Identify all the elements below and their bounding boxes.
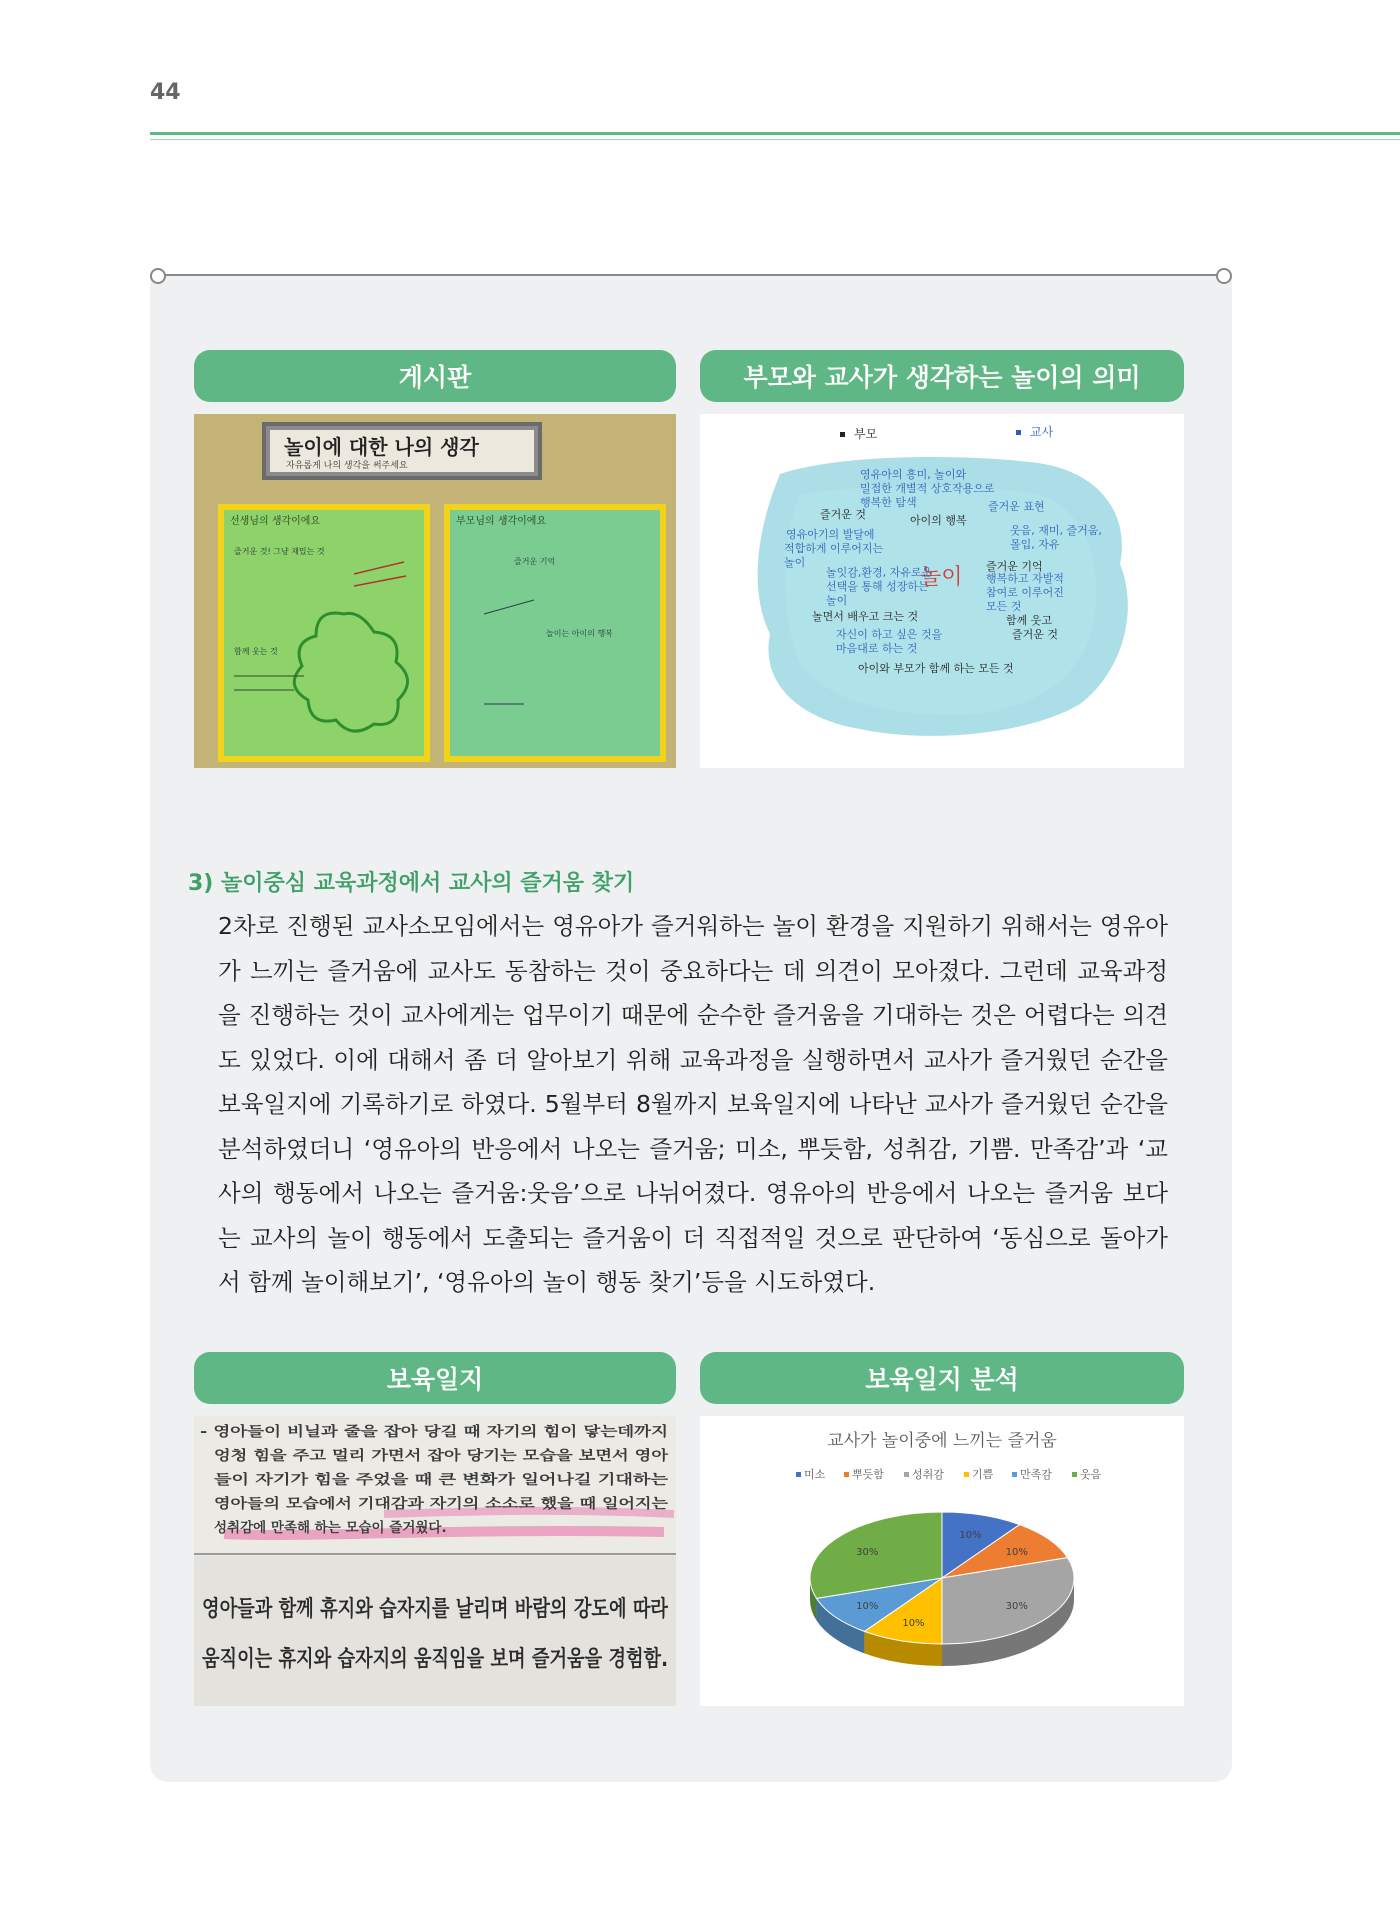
word-cloud-phrase: 마음대로 하는 것: [836, 642, 918, 655]
journal-card-title: 보육일지: [194, 1352, 676, 1404]
bulletin-header-line1: 놀이에 대한 나의 생각: [284, 435, 479, 459]
pie-data-label: 10%: [856, 1601, 879, 1613]
word-cloud-phrase: 모든 것: [986, 600, 1022, 613]
word-cloud-phrase: 자신이 하고 싶은 것을: [836, 628, 943, 641]
legend-swatch: [844, 1472, 849, 1477]
word-cloud-phrase: 함께 웃고: [1006, 614, 1053, 627]
word-cloud-phrase: 행복하고 자발적: [986, 572, 1064, 585]
word-cloud-phrase: 아이와 부모가 함께 하는 모든 것: [858, 662, 1014, 675]
right-board-scribble-2: 놀이는 아이의 행복: [546, 629, 613, 638]
pie-data-label: 10%: [1005, 1546, 1028, 1558]
word-cloud-phrase: 영유아기의 발달에: [786, 528, 875, 541]
word-cloud-phrase: 웃음, 재미, 즐거움,: [1010, 524, 1102, 537]
page-number: 44: [150, 80, 181, 105]
pie-data-label: 10%: [902, 1617, 925, 1629]
word-cloud-phrase: 선택을 통해 성장하는: [826, 580, 929, 593]
legend-swatch: [904, 1472, 909, 1477]
legend-label: 성취감: [912, 1468, 944, 1481]
word-cloud-phrase: 즐거운 것: [1012, 628, 1059, 641]
left-board-scribble-2: 함께 웃는 것: [234, 647, 278, 656]
header-rule: [150, 132, 1400, 135]
word-cloud-phrase: 놀잇감,환경, 자유로운: [826, 566, 933, 579]
legend-label: 미소: [804, 1468, 826, 1481]
word-cloud-phrase: 적합하게 이루어지는: [784, 542, 884, 555]
word-cloud-phrase: 밀접한 개별적 상호작용으로: [860, 482, 995, 495]
journal-line-4: 영아들의 모습에서 기대감과 자기의 소소로 했을 때 일어지는: [214, 1496, 573, 1512]
legend-teacher-label: 교사: [1030, 425, 1054, 439]
legend-swatch: [1072, 1472, 1077, 1477]
legend-label: 기쁨: [972, 1468, 994, 1481]
bulletin-header-line2: 자유롭게 나의 생각을 써주세요: [286, 461, 408, 471]
legend-swatch: [1012, 1472, 1017, 1477]
word-cloud-phrase: 영유아의 흥미, 놀이와: [860, 468, 967, 481]
pie-data-label: 10%: [959, 1530, 982, 1542]
section-title: 3) 놀이중심 교육과정에서 교사의 즐거움 찾기: [188, 871, 635, 896]
panel-rule-dot-right: [1216, 268, 1232, 284]
word-cloud-phrase: 아이의 행복: [910, 514, 967, 527]
legend-teacher-marker: [1016, 430, 1021, 435]
section-body: 2차로 진행된 교사소모임에서는 영유아가 즐거워하는 놀이 환경을 지원하기 위해서는 영유아가 느끼는 즐거움에 교사도 동참하는 것이 중요하다는 데 의견이 모아졌다. 그런데 교육과정을 진행하는 것이 교사에게는 업무이기 때문에 순수한 즐거움을 기대하는 것은 어렵다는 의견도 있었다. 이에 대해서 좀 더 알아보기 위해 교육과정을 실행하면서 교사가 즐거웠던 순간을 보육일지에 기록하기로 하였다. 5월부터 8월까지 보육일지에 나타난 교사가 즐거웠던 순간을 분석하였더니 ‘영유아의 반응에서 나오는 즐거움; 미소, 뿌듯함, 성취감, 기쁨. 만족감’과 ‘교사의 행동에서 나오는 즐거움:웃음’으로 나뉘어졌다. 영유아의 반응에서 나오는 즐거움 보다는 교사의 놀이 행동에서 도출되는 즐거움이 더 직접적일 것으로 판단하여 ‘동심으로 돌아가서 함께 놀이해보기’, ‘영유아의 놀이 행동 찾기’등을 시도하였다.: [218, 912, 1168, 1296]
word-cloud-phrase: 참여로 이루어진: [986, 586, 1064, 599]
legend-label: 웃음: [1080, 1468, 1102, 1481]
right-board-title: 부모님의 생각이에요: [456, 516, 547, 527]
chart-title: 교사가 놀이중에 느끼는 즐거움: [827, 1431, 1057, 1451]
pie-chart: [700, 1416, 1184, 1706]
word-cloud-phrase: 몰입, 자유: [1010, 538, 1060, 551]
legend-parent-label: 부모: [854, 427, 878, 441]
journal-line-2: 엉청 힘을 주고 멀리 가면서 잡아 당기는 모습을 보면서 영아: [214, 1448, 570, 1464]
meaning-card-title: 부모와 교사가 생각하는 놀이의 의미: [700, 350, 1184, 402]
journal-big-line-1: 영아들과 함께 휴지와 습자지를 날리며 바람의 강도에 따라: [202, 1597, 766, 1622]
header-rule-thin: [150, 139, 1400, 140]
word-cloud-phrase: 놀면서 배우고 크는 것: [812, 610, 919, 623]
journal-line-1: - 영아들이 비닐과 줄을 잡아 당길 때 자기의 힘이 닿는데까지: [200, 1424, 561, 1440]
word-cloud-phrase: 즐거운 것: [820, 508, 867, 521]
right-board-scribble-1: 즐거운 기억: [514, 557, 556, 566]
word-cloud-phrase: 놀이: [784, 556, 806, 569]
legend-label: 뿌듯함: [852, 1468, 884, 1481]
journal-analysis-card-title: 보육일지 분석: [700, 1352, 1184, 1404]
left-board-title: 선생님의 생각이에요: [230, 516, 321, 527]
bulletin-card-title: 게시판: [194, 350, 676, 402]
journal-line-5: 성취감에 만족해 하는 모습이 즐거웠다.: [214, 1520, 447, 1536]
journal-line-3: 들이 자기가 힘을 주었을 때 큰 변화가 일어나길 기대하는: [214, 1472, 552, 1488]
journal-big-line-2: 움직이는 휴지와 습자지의 움직임을 보며 즐거움을 경험함.: [202, 1647, 767, 1672]
legend-label: 만족감: [1020, 1468, 1052, 1481]
word-cloud-phrase: 즐거운 표현: [988, 500, 1045, 513]
word-cloud: [700, 414, 1184, 768]
legend-swatch: [796, 1472, 801, 1477]
panel-top-rule: [156, 274, 1222, 276]
word-cloud-phrase: 행복한 탐색: [860, 496, 917, 509]
legend-swatch: [964, 1472, 969, 1477]
word-cloud-phrase: 즐거운 기억: [986, 560, 1043, 573]
legend-parent-marker: [840, 432, 845, 437]
pie-data-label: 30%: [1005, 1601, 1028, 1613]
journal-photo: [194, 1416, 767, 1706]
pie-chart-box: [700, 1416, 1184, 1706]
bulletin-photo: [194, 414, 676, 768]
center-word: 놀이: [920, 565, 963, 590]
left-board-scribble-1: 즐거운 것! 그냥 재밌는 것: [234, 547, 325, 556]
pie-data-label: 30%: [856, 1546, 879, 1558]
panel-rule-dot-left: [150, 268, 166, 284]
word-cloud-phrase: 놀이: [826, 594, 848, 607]
